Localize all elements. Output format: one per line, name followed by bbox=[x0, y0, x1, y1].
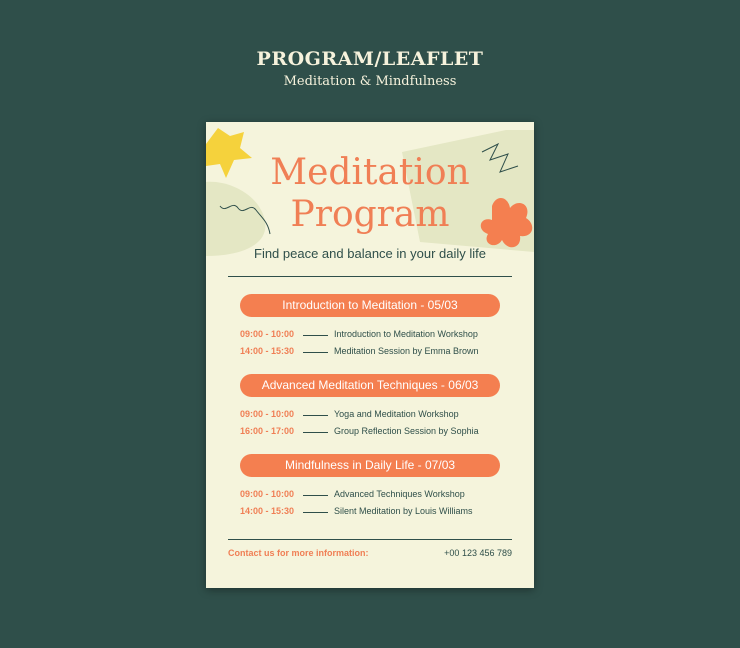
schedule-row bbox=[240, 506, 510, 520]
time: 09:00 - 10:00 bbox=[240, 409, 295, 419]
schedule-row bbox=[240, 329, 510, 343]
schedule-row bbox=[240, 426, 510, 440]
dash-divider bbox=[303, 495, 328, 496]
leaflet bbox=[206, 122, 534, 588]
dash-divider bbox=[303, 512, 328, 513]
dash-divider bbox=[303, 335, 328, 336]
time: 16:00 - 17:00 bbox=[240, 426, 295, 436]
dash-divider bbox=[303, 432, 328, 433]
tagline: Find peace and balance in your daily life bbox=[254, 246, 486, 261]
page-header bbox=[0, 48, 740, 89]
header-subtitle: Meditation & Mindfulness bbox=[283, 74, 457, 89]
description: Advanced Techniques Workshop bbox=[334, 489, 465, 499]
time: 14:00 - 15:30 bbox=[240, 346, 295, 356]
dash-divider bbox=[303, 415, 328, 416]
description: Group Reflection Session by Sophia bbox=[334, 426, 479, 436]
header-title: PROGRAM/LEAFLET bbox=[256, 48, 484, 70]
section-heading-2: Advanced Meditation Techniques - 06/03 bbox=[240, 374, 500, 397]
schedule-row bbox=[240, 489, 510, 503]
section-heading-1: Introduction to Meditation - 05/03 bbox=[240, 294, 500, 317]
bottom-divider bbox=[228, 539, 512, 540]
time: 14:00 - 15:30 bbox=[240, 506, 295, 516]
time: 09:00 - 10:00 bbox=[240, 489, 295, 499]
description: Silent Meditation by Louis Williams bbox=[334, 506, 473, 516]
contact-label: Contact us for more information: bbox=[228, 548, 369, 558]
section-heading-3: Mindfulness in Daily Life - 07/03 bbox=[240, 454, 500, 477]
contact-phone: +00 123 456 789 bbox=[444, 548, 512, 558]
description: Yoga and Meditation Workshop bbox=[334, 409, 459, 419]
schedule-row bbox=[240, 346, 510, 360]
title-line-1: Meditation bbox=[270, 152, 470, 193]
dash-divider bbox=[303, 352, 328, 353]
description: Meditation Session by Emma Brown bbox=[334, 346, 479, 356]
time: 09:00 - 10:00 bbox=[240, 329, 295, 339]
schedule-row bbox=[240, 409, 510, 423]
leaflet-title bbox=[206, 152, 534, 236]
description: Introduction to Meditation Workshop bbox=[334, 329, 478, 339]
top-divider bbox=[228, 276, 512, 277]
title-line-2: Program bbox=[290, 194, 450, 235]
